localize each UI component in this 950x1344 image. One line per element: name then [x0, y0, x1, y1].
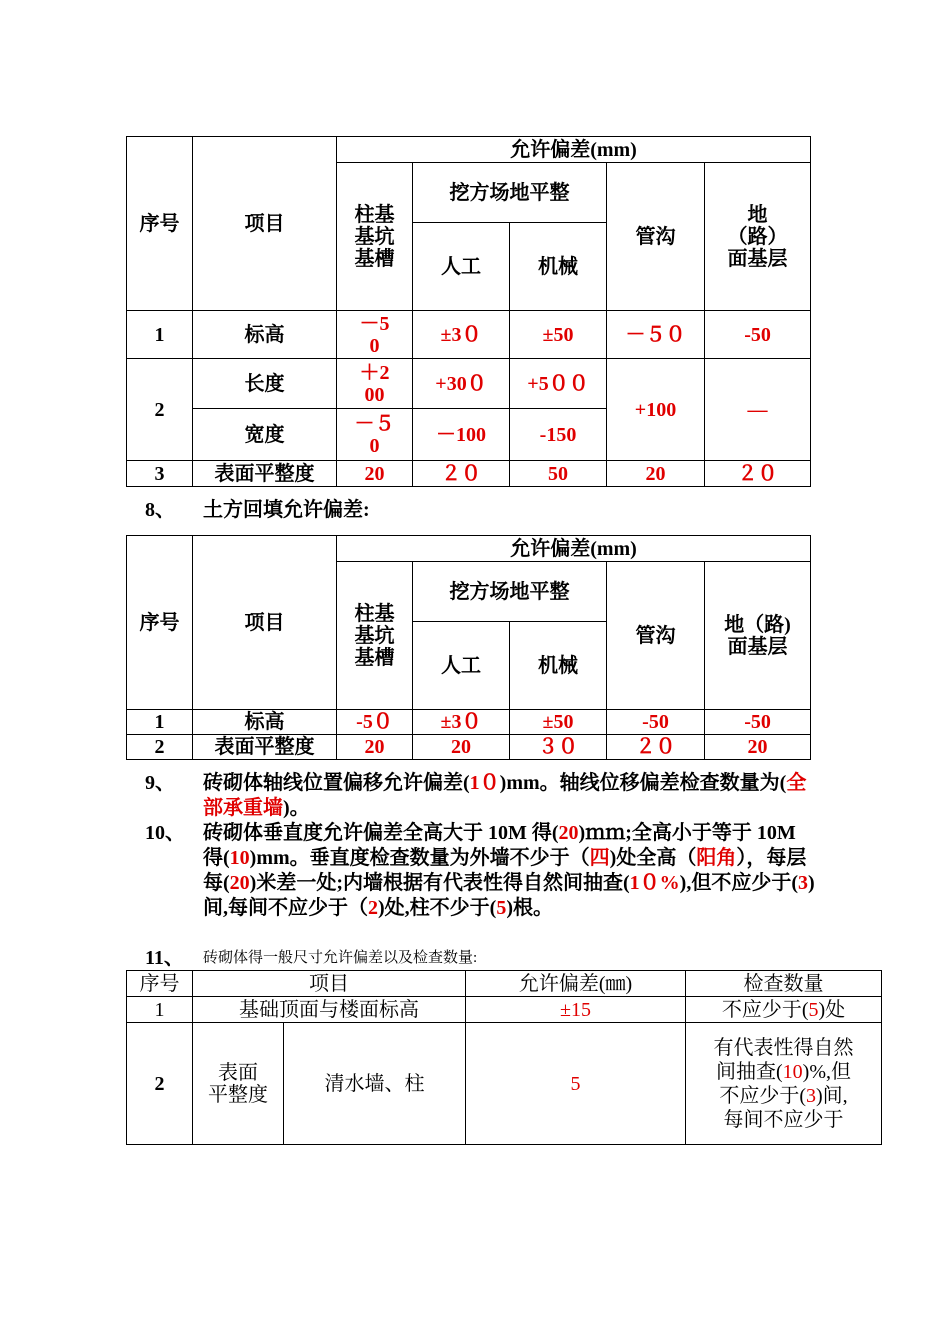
header-check: 检查数量	[686, 971, 882, 997]
header-ditch: 管沟	[607, 562, 705, 710]
section-10	[145, 821, 815, 921]
table-row: 2 表面平整度 20 20 ３０ ２０ 20	[127, 735, 811, 760]
section-11	[145, 946, 815, 971]
header-item: 项目	[193, 971, 466, 997]
table-row: 2 表面 平整度 清水墙、柱 5 有代表性得自然 间抽查(10)%,但 不应少于(3)间, 每间不应少于	[127, 1023, 882, 1145]
header-item: 项目	[193, 137, 337, 311]
section-number: 11、	[145, 947, 184, 969]
header-machine: 机械	[510, 223, 607, 311]
section-text: 砖砌体得一般尺寸允许偏差以及检查数量:	[203, 950, 478, 966]
section-9	[145, 771, 815, 821]
section-text: 砖砌体轴线位置偏移允许偏差(1０)mm。轴线位移偏差检查数量为(全部承重墙)。	[203, 772, 807, 819]
section-number: 8、	[145, 499, 175, 521]
header-seq: 序号	[127, 536, 193, 710]
header-site-leveling: 挖方场地平整	[413, 562, 607, 622]
header-road: 地（路) 面基层	[705, 562, 811, 710]
table-row: 宽度 －５ 0 －100 -150	[127, 409, 811, 461]
header-road: 地 （路） 面基层	[705, 163, 811, 311]
section-number: 10、	[145, 822, 185, 844]
header-item: 项目	[193, 536, 337, 710]
header-machine: 机械	[510, 622, 607, 710]
tolerance-table-3	[126, 970, 882, 1145]
header-manual: 人工	[413, 622, 510, 710]
table-row: 1 标高 -5０ ±3０ ±50 -50 -50	[127, 710, 811, 735]
table-row: 2 长度 ＋2 00 +30０ +5００ +100 —	[127, 359, 811, 409]
header-tolerance: 允许偏差(mm)	[337, 137, 811, 163]
section-text: 砖砌体垂直度允许偏差全高大于 10M 得(20)ｍｍ;全高小于等于 10M 得(10)mm。垂直度检查数量为外墙不少于（四)处全高（阳角），每层每(20)米差一处;内墙根据有代表性得自然间抽查(1０%),但不应少于(3)间,每间不应少于（2)处,柱不少于(5)根。	[203, 822, 815, 919]
table-row: 3 表面平整度 20 ２０ 50 20 ２０	[127, 461, 811, 487]
table-row: 1 标高 －5 0 ±3０ ±50 －５０ -50	[127, 311, 811, 359]
header-seq: 序号	[127, 971, 193, 997]
header-tolerance: 允许偏差(mm)	[337, 536, 811, 562]
table-row: 1 基础顶面与楼面标高 ±15 不应少于(5)处	[127, 997, 882, 1023]
tolerance-table-1	[126, 136, 811, 487]
header-pit: 柱基 基坑 基槽	[337, 163, 413, 311]
section-text: 土方回填允许偏差:	[203, 499, 370, 521]
section-number: 9、	[145, 772, 175, 794]
header-pit: 柱基 基坑 基槽	[337, 562, 413, 710]
tolerance-table-2	[126, 535, 811, 760]
header-seq: 序号	[127, 137, 193, 311]
header-tolerance: 允许偏差(㎜)	[466, 971, 686, 997]
section-8	[145, 498, 815, 523]
header-manual: 人工	[413, 223, 510, 311]
header-site-leveling: 挖方场地平整	[413, 163, 607, 223]
header-ditch: 管沟	[607, 163, 705, 311]
